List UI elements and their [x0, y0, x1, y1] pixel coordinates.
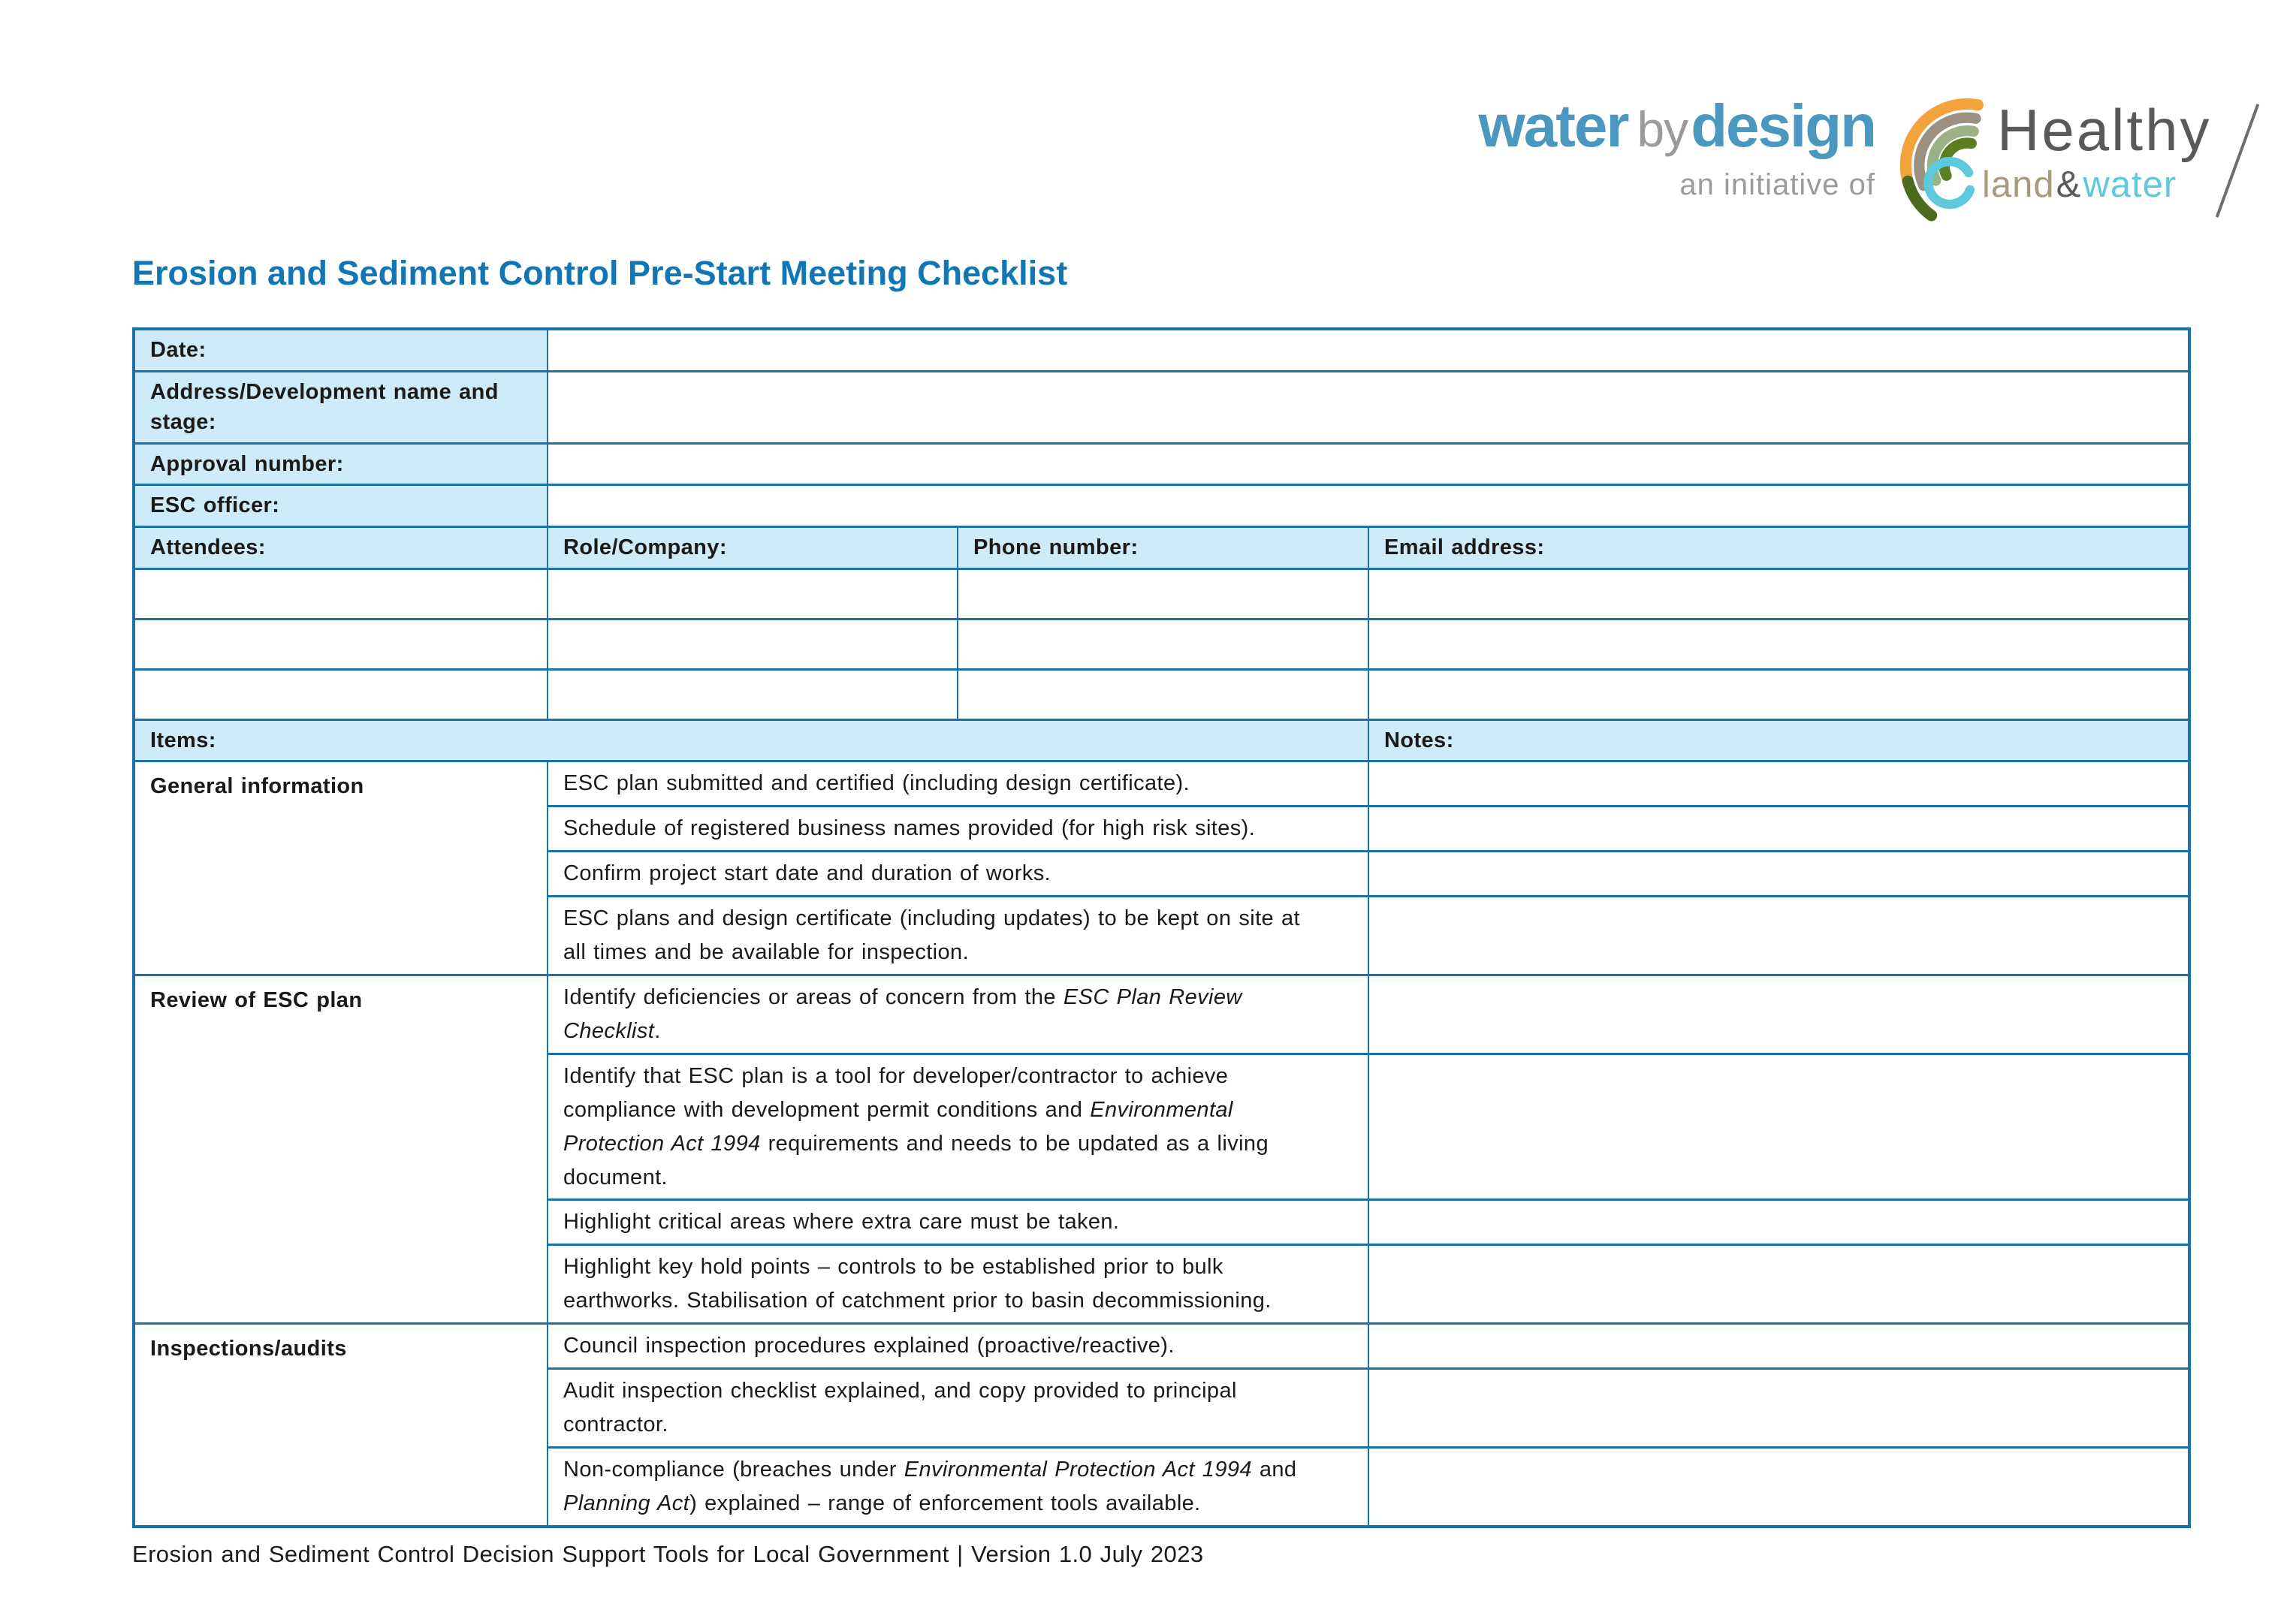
notes-cell[interactable] — [1368, 1448, 2189, 1527]
category-cell: Inspections/audits — [134, 1324, 548, 1527]
info-section — [134, 329, 2189, 568]
date-value-cell[interactable] — [548, 329, 2189, 371]
attendee-blank-row — [134, 619, 2189, 669]
attendee-name-cell[interactable] — [134, 568, 548, 619]
category-cell: Review of ESC plan — [134, 975, 548, 1323]
notes-cell[interactable] — [1368, 1369, 2189, 1448]
attendee-role-cell[interactable] — [548, 619, 958, 669]
notes-cell[interactable] — [1368, 1245, 2189, 1324]
logo-slash — [2216, 104, 2259, 218]
items-header: Items: — [134, 719, 1368, 761]
notes-cell[interactable] — [1368, 1054, 2189, 1200]
logo-word-by: by — [1637, 101, 1688, 157]
info-row-esc-officer — [134, 485, 2189, 527]
attendee-phone-cell[interactable] — [958, 568, 1368, 619]
category-cell: General information — [134, 761, 548, 975]
item-text-cell: Highlight critical areas where extra care must be taken. — [548, 1200, 1368, 1245]
attendees-header: Attendees: — [134, 526, 548, 568]
checklist-table — [132, 327, 2191, 1528]
item-text-cell: Non-compliance (breaches under Environmental Protection Act 1994 and Planning Act) explained – range of enforcement tools available. — [548, 1448, 1368, 1527]
notes-cell[interactable] — [1368, 852, 2189, 897]
esc-officer-value-cell[interactable] — [548, 485, 2189, 527]
logo-word-healthy: Healthy — [1997, 97, 2212, 163]
attendee-rows-section — [134, 568, 2189, 719]
email-address-header: Email address: — [1368, 526, 2189, 568]
checklist-item-row — [134, 1324, 2189, 1369]
checklist-item-row — [134, 975, 2189, 1054]
attendee-email-cell[interactable] — [1368, 669, 2189, 719]
notes-header: Notes: — [1368, 719, 2189, 761]
logo-word-design: design — [1691, 92, 1875, 159]
notes-cell[interactable] — [1368, 975, 2189, 1054]
item-text-cell: ESC plan submitted and certified (including design certificate). — [548, 761, 1368, 806]
approval-number-value-cell[interactable] — [548, 443, 2189, 485]
esc-officer-label: ESC officer: — [134, 485, 548, 527]
attendee-email-cell[interactable] — [1368, 619, 2189, 669]
attendee-phone-cell[interactable] — [958, 619, 1368, 669]
attendee-name-cell[interactable] — [134, 669, 548, 719]
water-by-design-wordmark — [1478, 92, 1875, 159]
item-text-cell: Identify that ESC plan is a tool for developer/contractor to achieve compliance with development permit conditions and Environmental Protection Act 1994 requirements and needs to be updated as a living document. — [548, 1054, 1368, 1200]
item-text-cell: ESC plans and design certificate (including updates) to be kept on site at all times and be available for inspection. — [548, 896, 1368, 975]
role-company-header: Role/Company: — [548, 526, 958, 568]
item-text-cell: Audit inspection checklist explained, and copy provided to principal contractor. — [548, 1369, 1368, 1448]
info-row-address — [134, 371, 2189, 443]
item-text-cell: Confirm project start date and duration of works. — [548, 852, 1368, 897]
notes-cell[interactable] — [1368, 806, 2189, 852]
attendee-email-cell[interactable] — [1368, 568, 2189, 619]
items-header-section — [134, 719, 2189, 761]
address-label: Address/Development name and stage: — [134, 371, 548, 443]
logo-tagline: an initiative of — [1679, 168, 1875, 201]
notes-cell[interactable] — [1368, 761, 2189, 806]
items-notes-header-row — [134, 719, 2189, 761]
water-by-design-logo — [1478, 92, 1875, 201]
item-text-cell: Highlight key hold points – controls to be established prior to bulk earthworks. Stabilisation of catchment prior to basin decommissioning. — [548, 1245, 1368, 1324]
attendee-role-cell[interactable] — [548, 568, 958, 619]
attendee-phone-cell[interactable] — [958, 669, 1368, 719]
logo-word-water-cyan: water — [2083, 164, 2177, 205]
attendee-name-cell[interactable] — [134, 619, 548, 669]
logo-word-water: water — [1478, 92, 1628, 159]
healthy-land-water-logo — [1883, 69, 2213, 249]
attendee-blank-row — [134, 568, 2189, 619]
checklist-sections — [134, 761, 2189, 1527]
phone-number-header: Phone number: — [958, 526, 1368, 568]
address-value-cell[interactable] — [548, 371, 2189, 443]
attendees-header-row — [134, 526, 2189, 568]
healthy-land-water-wordmark — [1982, 97, 2215, 205]
item-text-cell: Identify deficiencies or areas of concern from the ESC Plan Review Checklist. — [548, 975, 1368, 1054]
attendee-role-cell[interactable] — [548, 669, 958, 719]
footer-text: Erosion and Sediment Control Decision Support Tools for Local Government | Version 1.0 July 2023 — [132, 1541, 1204, 1567]
item-text-cell: Council inspection procedures explained (proactive/reactive). — [548, 1324, 1368, 1369]
logo-ampersand: & — [2056, 164, 2082, 205]
info-row-approval-number — [134, 443, 2189, 485]
logo-word-land: land — [1982, 164, 2055, 205]
notes-cell[interactable] — [1368, 896, 2189, 975]
notes-cell[interactable] — [1368, 1200, 2189, 1245]
info-row-date — [134, 329, 2189, 371]
item-text-cell: Schedule of registered business names provided (for high risk sites). — [548, 806, 1368, 852]
page-title: Erosion and Sediment Control Pre-Start Meeting Checklist — [132, 254, 1068, 292]
checklist-item-row — [134, 761, 2189, 806]
approval-number-label: Approval number: — [134, 443, 548, 485]
date-label: Date: — [134, 329, 548, 371]
attendee-blank-row — [134, 669, 2189, 719]
notes-cell[interactable] — [1368, 1324, 2189, 1369]
